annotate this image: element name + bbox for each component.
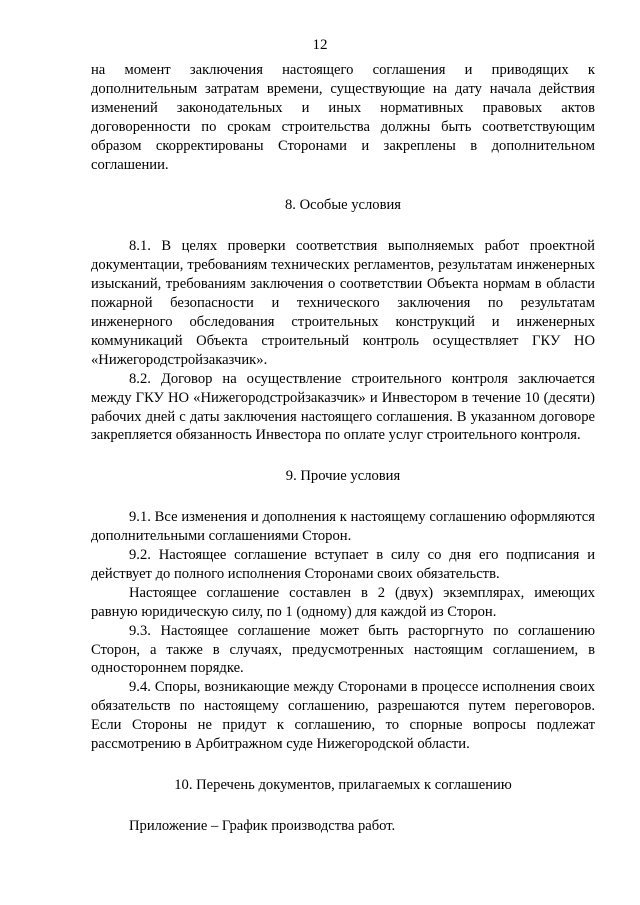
- clause-9-2: 9.2. Настоящее соглашение вступает в силу со дня его подписания и действует до полного исполнения Сторонами своих обязательств.: [91, 547, 595, 582]
- section-8-heading: 8. Особые условия: [284, 197, 402, 214]
- section-10-heading: 10. Перечень документов, прилагаемых к соглашению: [174, 777, 512, 793]
- appendix-line: Приложение – График производства работ.: [129, 817, 396, 834]
- clause-8-2: 8.2. Договор на осуществление строительного контроля заключается между ГКУ НО «Нижегородстройзаказчик» и Инвестором в течение 10 (десяти) рабочих дней с даты заключения настоящего соглашения. В указанном договоре закрепляется обязанность Инвестора по оплате услуг строительного контроля.: [91, 370, 595, 444]
- intro-paragraph: на момент заключения настоящего соглашения и приводящих к дополнительным затратам времени, существующие на дату начала действия изменений законодательных и иных нормативных правовых актов договоренности по срокам строительства должны быть соответствующим образом скорректированы Сторонами и закреплены в дополнительном соглашении.: [91, 62, 595, 173]
- spacer: [91, 215, 595, 237]
- clause-9-3: 9.3. Настоящее соглашение может быть расторгнуто по соглашению Сторон, а также в случаях, предусмотренных настоящим соглашением, в одностороннем порядке.: [91, 622, 595, 677]
- clause-9-1: 9.1. Все изменения и дополнения к настоящему соглашению оформляются дополнительными соглашениями Сторон.: [91, 509, 595, 545]
- spacer: [91, 754, 595, 776]
- spacer: [91, 486, 595, 508]
- clause-8-1: 8.1. В целях проверки соответствия выполняемых работ проектной документации, требованиям технических регламентов, результатам инженерных изысканий, требованиям заключения о соответствии Объекта нормам в области пожарной безопасности и технического заключения по результатам инженерного обследования строительных конструкций и инженерных коммуникаций Объекта строительный контроль осуществляет ГКУ НО «Нижегородстройзаказчик».: [91, 238, 595, 368]
- document-body: [91, 61, 595, 836]
- clause-9-2-copies: Настоящее соглашение составлен в 2 (двух) экземплярах, имеющих равную юридическую силу, по 1 (одному) для каждой из Сторон.: [91, 584, 595, 620]
- spacer: [91, 795, 595, 817]
- section-9-heading: 9. Прочие условия: [285, 468, 401, 485]
- page-number: 12: [312, 37, 328, 53]
- spacer: [91, 445, 595, 467]
- spacer: [91, 174, 595, 196]
- clause-9-4: 9.4. Споры, возникающие между Сторонами в процессе исполнения своих обязательств по настоящему соглашению, разрешаются путем переговоров. Если Стороны не придут к соглашению, то спорные вопросы подлежат рассмотрению в Арбитражном суде Нижегородской области.: [91, 679, 595, 753]
